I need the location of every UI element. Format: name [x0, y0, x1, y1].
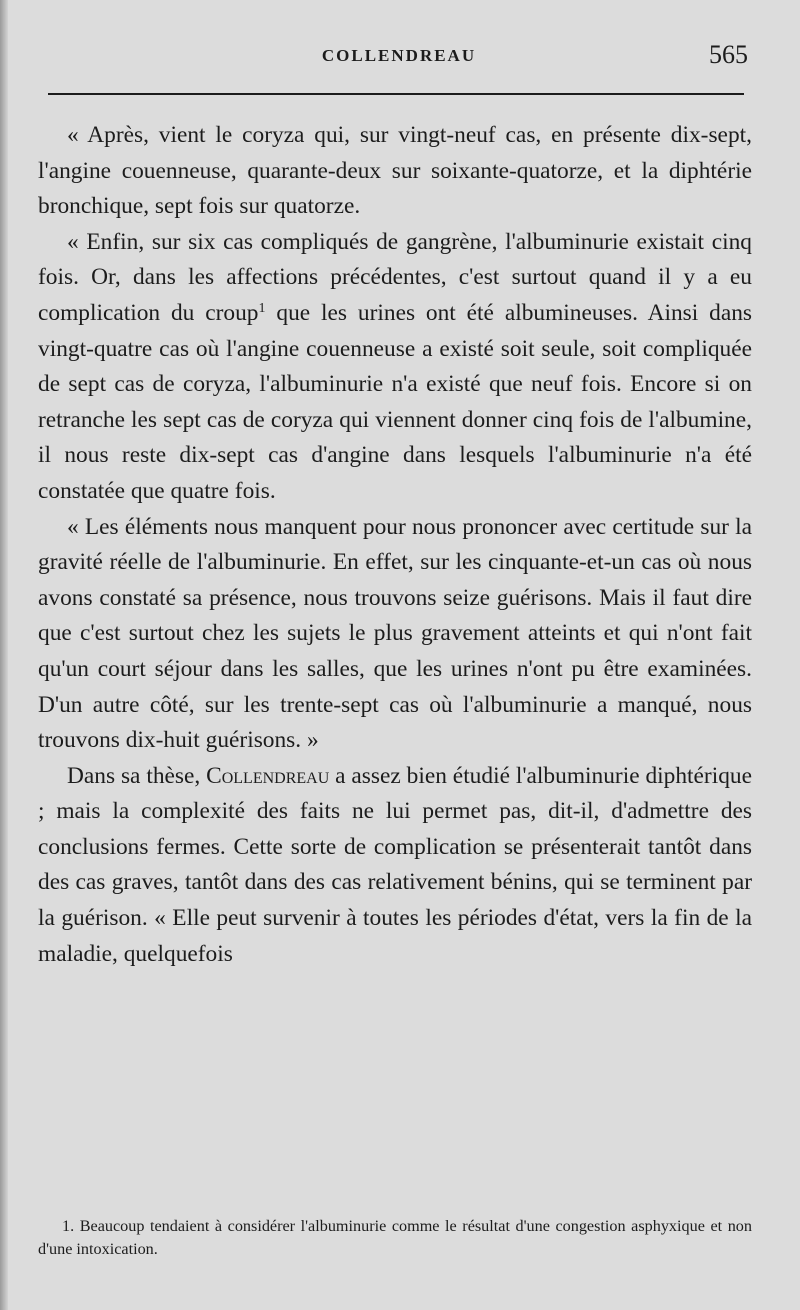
author-name: Collendreau — [206, 762, 330, 789]
page-number: 565 — [709, 40, 748, 69]
paragraph-4-text-start: Dans sa thèse, — [67, 762, 207, 789]
paragraph-1 — [38, 118, 752, 225]
paragraph-3-text: « Les éléments nous manquent pour nous prononcer avec certitude sur la gravité réelle de l'albuminurie. En effet, sur les cinquante-et-un cas où nous avons constaté sa présence, nous trouvons seize guérisons. Mais il faut dire que c'est surtout chez les sujets le plus gravement atteints et qui n'ont fait qu'un court séjour dans les salles, que les urines n'ont pu être examinées. D'un autre côté, sur les trente-sept cas où l'albuminurie a manqué, nous trouvons dix-huit guérisons. » — [38, 513, 752, 754]
paragraph-4 — [38, 759, 752, 973]
paragraph-3 — [38, 510, 752, 759]
header-rule — [48, 93, 744, 95]
running-title: COLLENDREAU — [321, 46, 477, 65]
footnote-text: 1. Beaucoup tendaient à considérer l'albuminurie comme le résultat d'une congestion asphyxique et non d'une intoxication. — [38, 1217, 752, 1258]
paragraph-2 — [38, 225, 752, 510]
paragraph-1-text: « Après, vient le coryza qui, sur vingt-neuf cas, en présente dix-sept, l'angine couenneuse, quarante-deux sur soixante-quatorze, et la diphtérie bronchique, sept fois sur quatorze. — [38, 122, 752, 220]
running-head — [48, 38, 750, 72]
paragraph-4-text-end: a assez bien étudié l'albuminurie diphtérique ; mais la complexité des faits ne lui permet pas, dit-il, d'admettre des conclusions fermes. Cette sorte de complication se présenterait tantôt dans des cas graves, tantôt dans des cas relativement bénins, qui se terminent par la guérison. « Elle peut survenir à toutes les périodes d'état, vers la fin de la maladie, quelquefois — [38, 762, 752, 967]
body-text — [38, 118, 752, 972]
page-binding-edge — [0, 0, 8, 1310]
footnote — [38, 1215, 752, 1261]
paragraph-2-text-start: « Enfin, sur six cas compliqués de gangrène, l'albuminurie existait cinq fois. Or, dans les affections précédentes, c'est surtout quand il y a eu complication du croup — [38, 228, 752, 326]
paragraph-2-text-end: que les urines ont été albumineuses. Ainsi dans vingt-quatre cas où l'angine couenneuse a existé soit seule, soit compliquée de sept cas de coryza, l'albuminurie n'a existé que neuf fois. Encore si on retranche les sept cas de coryza qui viennent donner cinq fois de l'albumine, il nous reste dix-sept cas d'angine dans lesquels l'albuminurie n'a été constatée que quatre fois. — [38, 299, 752, 504]
footnote-reference[interactable]: 1 — [258, 300, 266, 316]
